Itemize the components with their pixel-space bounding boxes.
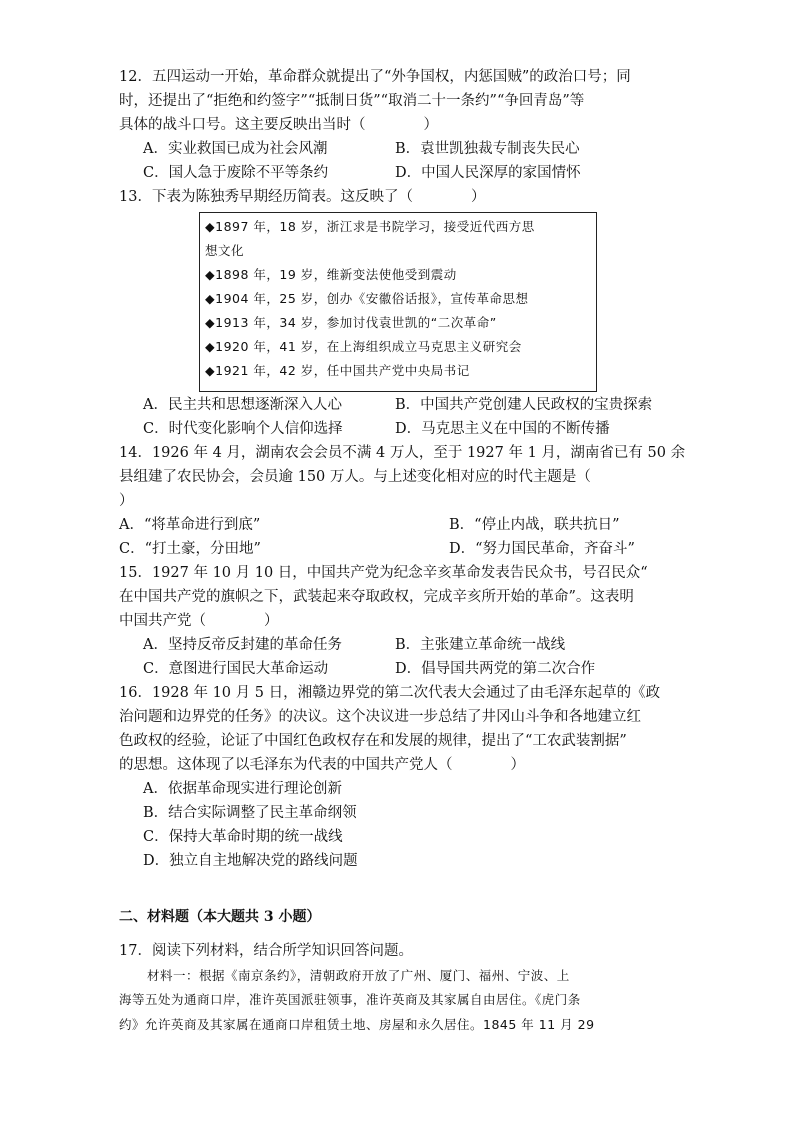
q16-option-c: C．保持大革命时期的统一战线 xyxy=(143,829,343,845)
section-heading: 二、材料题（本大题共 3 小题） xyxy=(119,909,321,925)
q12-stem-line3: 具体的战斗口号。这主要反映出当时（ ） xyxy=(119,117,438,133)
q14-stem-line3: ） xyxy=(119,493,134,509)
q15-option-d: D．倡导国共两党的第二次合作 xyxy=(395,661,596,677)
q16-stem-line4: 的思想。这体现了以毛泽东为代表的中国共产党人（ ） xyxy=(119,757,525,773)
q16-stem-line3: 色政权的经验，论证了中国红色政权存在和发展的规律，提出了“工农武装割据” xyxy=(119,733,627,749)
q14-stem-line2: 县组建了农民协会，会员逾 150 万人。与上述变化相对应的时代主题是（ xyxy=(119,469,591,485)
q15-option-c: C．意图进行国民大革命运动 xyxy=(143,661,329,677)
q16-stem-line2: 治问题和边界党的任务》的决议。这个决议进一步总结了井冈山斗争和各地建立红 xyxy=(119,709,641,725)
timeline-row-1921: ◆1921 年，42 岁，任中国共产党中央局书记 xyxy=(205,363,470,378)
timeline-row-1913: ◆1913 年，34 岁，参加讨伐袁世凯的“二次革命” xyxy=(205,315,497,330)
q12-stem-line2: 时，还提出了“拒绝和约签字”“抵制日货”“取消二十一条约”“争回青岛”等 xyxy=(119,93,585,109)
q13-option-b: B．中国共产党创建人民政权的宝贵探索 xyxy=(395,397,653,413)
q15-option-a: A．坚持反帝反封建的革命任务 xyxy=(143,637,342,653)
q12-option-d: D．中国人民深厚的家国情怀 xyxy=(395,165,581,181)
q16-option-d: D．独立自主地解决党的路线问题 xyxy=(143,853,358,869)
q14-option-b: B．“停止内战，联共抗日” xyxy=(449,517,620,533)
q17-material-line3: 约》允许英商及其家属在通商口岸租赁土地、房屋和永久居住。1845 年 11 月 29 xyxy=(119,1017,595,1032)
q12-option-a: A．实业救国已成为社会风潮 xyxy=(143,141,328,157)
q13-option-d: D．马克思主义在中国的不断传播 xyxy=(395,421,610,437)
q14-option-a: A．“将革命进行到底” xyxy=(119,517,261,533)
q15-stem-line3: 中国共产党（ ） xyxy=(119,613,279,629)
timeline-row-1897: ◆1897 年，18 岁，浙江求是书院学习，接受近代西方思 xyxy=(205,219,535,234)
q17-stem: 17．阅读下列材料，结合所学知识回答问题。 xyxy=(119,943,413,959)
q13-option-c: C．时代变化影响个人信仰选择 xyxy=(143,421,343,437)
q16-option-a: A．依据革命现实进行理论创新 xyxy=(143,781,342,797)
q14-stem-line1: 14．1926 年 4 月，湖南农会会员不满 4 万人，至于 1927 年 1 月，湖南省已有 50 余 xyxy=(119,445,686,461)
q13-stem: 13．下表为陈独秀早期经历简表。这反映了（ ） xyxy=(119,189,486,205)
q16-stem-line1: 16．1928 年 10 月 5 日，湘赣边界党的第二次代表大会通过了由毛泽东起草的《政 xyxy=(119,685,661,701)
q16-option-b: B．结合实际调整了民主革命纲领 xyxy=(143,805,357,821)
q14-option-d: D．“努力国民革命，齐奋斗” xyxy=(449,541,635,557)
timeline-row-1898: ◆1898 年，19 岁，维新变法使他受到震动 xyxy=(205,267,457,282)
q17-material-line1: 材料一：根据《南京条约》，清朝政府开放了广州、厦门、福州、宁波、上 xyxy=(147,968,570,983)
q14-option-c: C．“打土豪，分田地” xyxy=(119,541,261,557)
q12-option-b: B．袁世凯独裁专制丧失民心 xyxy=(395,141,580,157)
q15-stem-line2: 在中国共产党的旗帜之下，武装起来夺取政权，完成辛亥所开始的革命”。这表明 xyxy=(119,589,634,605)
timeline-row-1904: ◆1904 年，25 岁，创办《安徽俗话报》，宣传革命思想 xyxy=(205,291,529,306)
q12-stem-line1: 12．五四运动一开始，革命群众就提出了“外争国权，内惩国贼”的政治口号；同 xyxy=(119,69,631,85)
q12-option-c: C．国人急于废除不平等条约 xyxy=(143,165,329,181)
q17-material-line2: 海等五处为通商口岸，准许英国派驻领事，准许英商及其家属自由居住。《虎门条 xyxy=(119,992,581,1007)
timeline-row-1920: ◆1920 年，41 岁，在上海组织成立马克思主义研究会 xyxy=(205,339,522,354)
timeline-row-1897-cont: 想文化 xyxy=(205,243,245,258)
q13-option-a: A．民主共和思想逐渐深入人心 xyxy=(143,397,342,413)
q15-option-b: B．主张建立革命统一战线 xyxy=(395,637,566,653)
q15-stem-line1: 15．1927 年 10 月 10 日，中国共产党为纪念辛亥革命发表告民众书，号召民众“ xyxy=(119,565,648,581)
